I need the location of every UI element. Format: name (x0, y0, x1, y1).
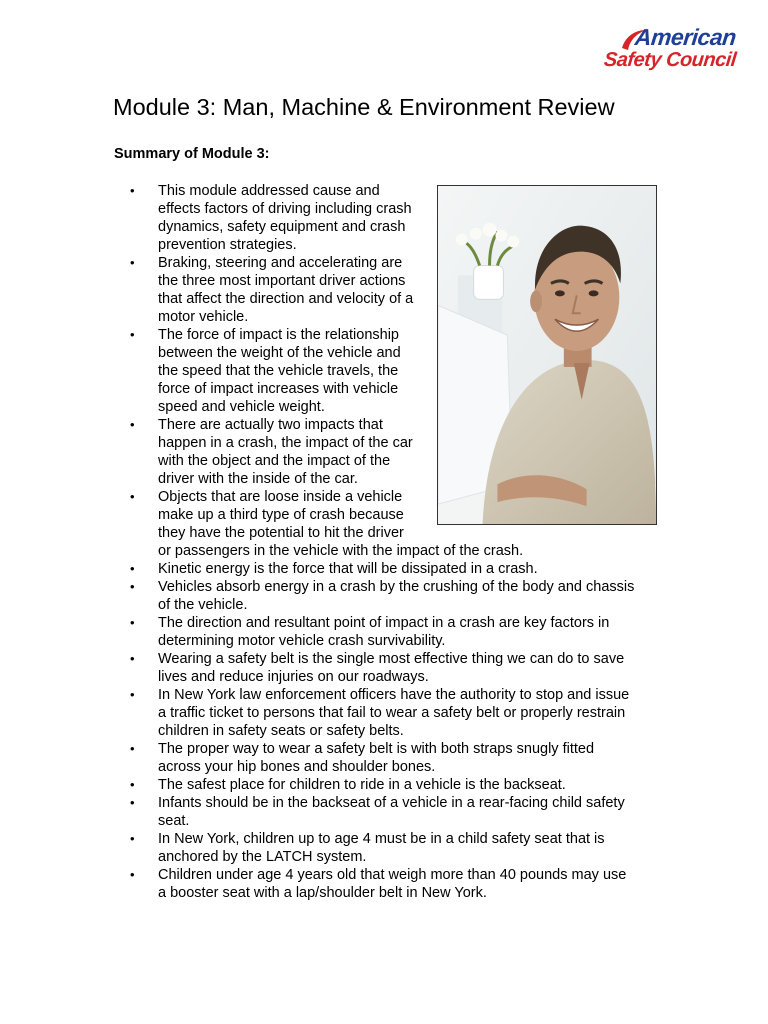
bullet-point-icon: • (130, 651, 135, 666)
list-item-text: with the object and the impact of the (158, 453, 391, 469)
list-item-text: a booster seat with a lap/shoulder belt in New York. (158, 885, 487, 901)
logo-line-2: Safety Council (602, 49, 738, 71)
summary-heading: Summary of Module 3: (114, 146, 270, 162)
list-item-text: In New York, children up to age 4 must be in a child safety seat that is (158, 831, 605, 847)
bullet-point-icon: • (130, 867, 135, 882)
list-item-text: Wearing a safety belt is the single most effective thing we can do to save (158, 651, 625, 667)
bullet-point-icon: • (130, 795, 135, 810)
list-item-text: driver with the inside of the car. (158, 471, 358, 487)
list-item-text: The safest place for children to ride in a vehicle is the backseat. (158, 777, 566, 793)
list-item-text: This module addressed cause and (158, 183, 380, 199)
bullet-point-icon: • (130, 183, 135, 198)
list-item-text: The force of impact is the relationship (158, 327, 399, 343)
list-item-text: or passengers in the vehicle with the impact of the crash. (158, 543, 524, 559)
bullet-point-icon: • (130, 255, 135, 270)
list-item-text: effects factors of driving including crash (158, 201, 412, 217)
bullet-point-icon: • (130, 615, 135, 630)
list-item-text: There are actually two impacts that (158, 417, 383, 433)
bullet-point-icon: • (130, 831, 135, 846)
list-item-text: a traffic ticket to persons that fail to wear a safety belt or properly restrain (158, 705, 626, 721)
list-item-text: The direction and resultant point of impact in a crash are key factors in (158, 615, 610, 631)
bullet-point-icon: • (130, 561, 135, 576)
list-item-text: motor vehicle. (158, 309, 249, 325)
list-item-text: Kinetic energy is the force that will be dissipated in a crash. (158, 561, 538, 577)
american-safety-council-logo (602, 22, 738, 80)
list-item-text: the three most important driver actions (158, 273, 406, 289)
list-item-text: determining motor vehicle crash survivability. (158, 633, 446, 649)
list-item-text: happen in a crash, the impact of the car (158, 435, 413, 451)
list-item-text: lives and reduce injuries on our roadways. (158, 669, 429, 685)
list-item-text: anchored by the LATCH system. (158, 849, 367, 865)
bullet-point-icon: • (130, 741, 135, 756)
bullet-point-icon: • (130, 777, 135, 792)
list-item-text: the speed that the vehicle travels, the (158, 363, 399, 379)
list-item-text: children in safety seats or safety belts. (158, 723, 404, 739)
bullet-point-icon: • (130, 489, 135, 504)
list-item-text: between the weight of the vehicle and (158, 345, 401, 361)
list-item-text: Vehicles absorb energy in a crash by the crushing of the body and chassis (158, 579, 635, 595)
bullet-point-icon: • (130, 327, 135, 342)
list-item-text: of the vehicle. (158, 597, 248, 613)
bullet-point-icon: • (130, 687, 135, 702)
list-item-text: they have the potential to hit the driver (158, 525, 404, 541)
bullet-point-icon: • (130, 417, 135, 432)
list-item-text: make up a third type of crash because (158, 507, 404, 523)
list-item-text: dynamics, safety equipment and crash (158, 219, 406, 235)
logo-line-1: American (633, 24, 738, 50)
list-item-text: prevention strategies. (158, 237, 297, 253)
list-item-text: that affect the direction and velocity of a (158, 291, 414, 307)
list-item-text: speed and vehicle weight. (158, 399, 325, 415)
list-item-text: across your hip bones and shoulder bones. (158, 759, 436, 775)
smiling-man-at-computer-photo (437, 185, 657, 525)
list-item-text: seat. (158, 813, 190, 829)
list-item-text: The proper way to wear a safety belt is with both straps snugly fitted (158, 741, 595, 757)
list-item-text: force of impact increases with vehicle (158, 381, 399, 397)
bullet-point-icon: • (130, 579, 135, 594)
list-item-text: Children under age 4 years old that weigh more than 40 pounds may use (158, 867, 627, 883)
list-item-text: Objects that are loose inside a vehicle (158, 489, 403, 505)
page-title: Module 3: Man, Machine & Environment Review (113, 94, 615, 120)
list-item-text: In New York law enforcement officers have the authority to stop and issue (158, 687, 630, 703)
list-item-text: Braking, steering and accelerating are (158, 255, 403, 271)
list-item-text: Infants should be in the backseat of a vehicle in a rear-facing child safety (158, 795, 625, 811)
